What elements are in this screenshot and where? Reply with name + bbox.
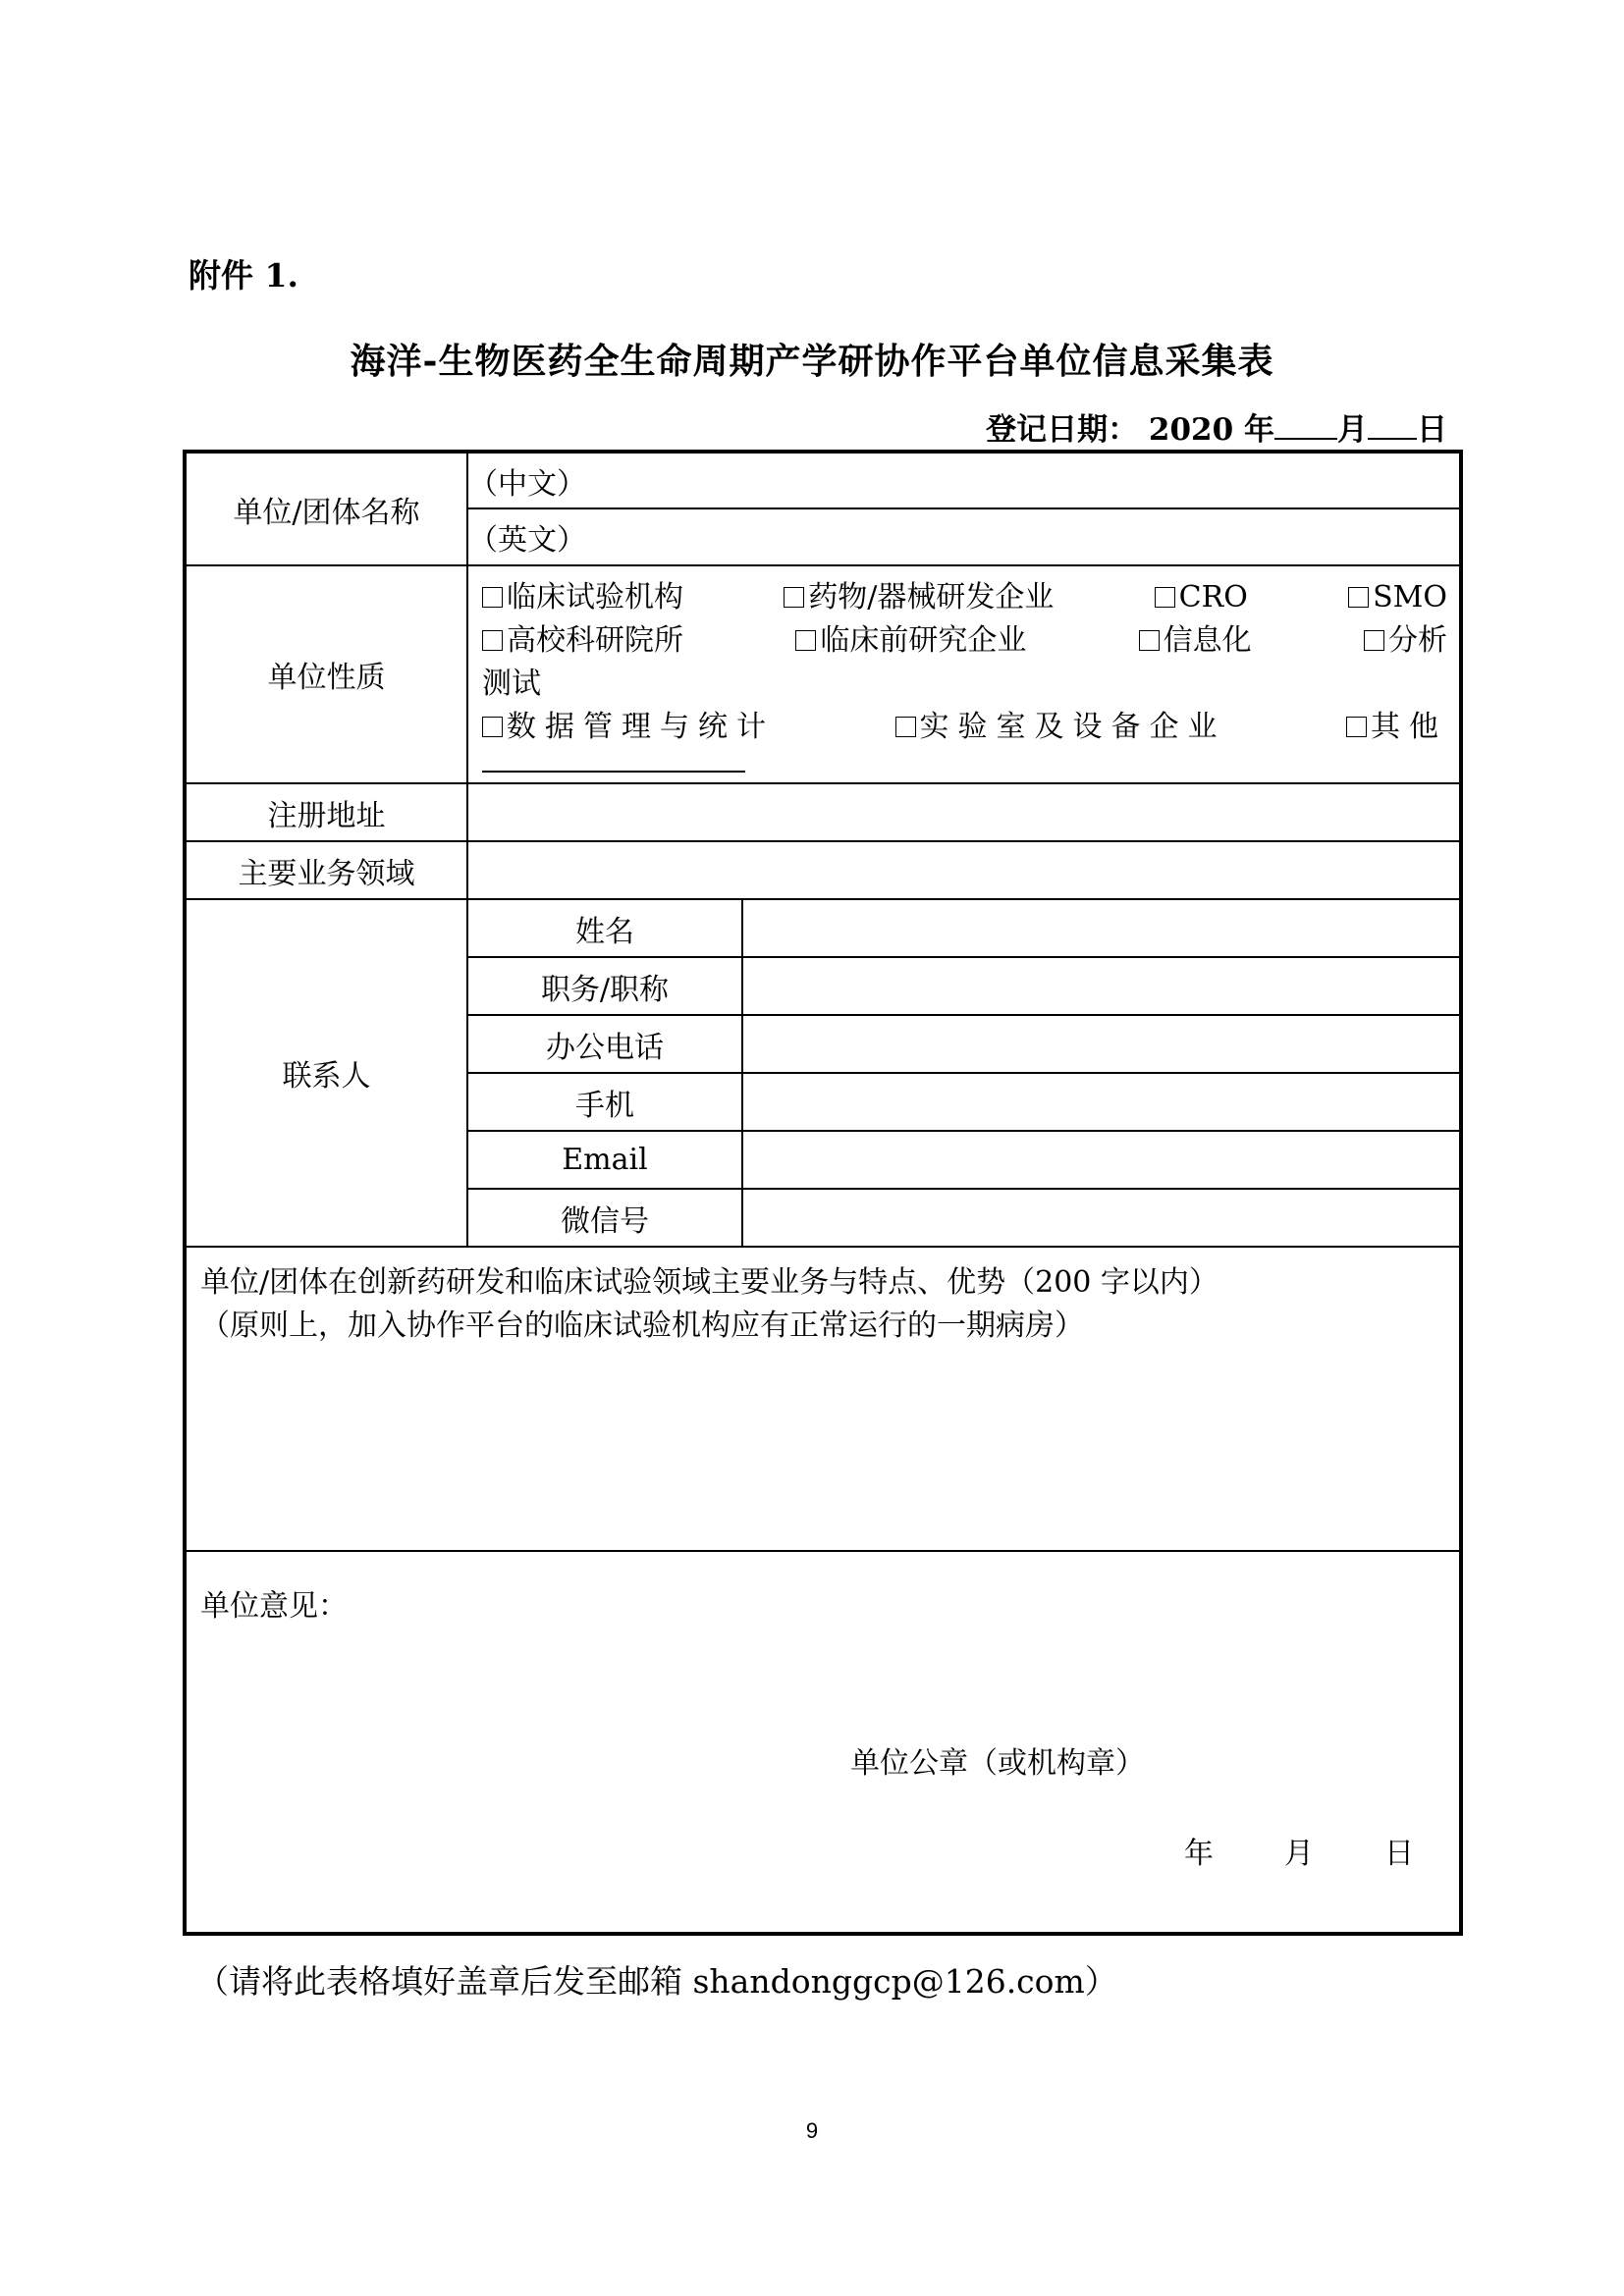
option-analysis-test-cont: 测试 — [482, 667, 541, 701]
option-data-mgmt[interactable]: 数据管理与统计 — [482, 706, 775, 749]
contact-mobile-label: 手机 — [467, 1073, 742, 1131]
org-name-en-hint: （英文） — [468, 523, 586, 558]
registration-month-label: 月 — [1337, 412, 1368, 448]
registration-year: 2020 年 — [1148, 412, 1274, 448]
checkbox-icon — [895, 717, 916, 737]
contact-wechat-label: 微信号 — [467, 1189, 742, 1247]
contact-label: 联系人 — [185, 899, 467, 1247]
option-informatization[interactable]: 信息化 — [1139, 619, 1252, 663]
opinion-day-label: 日 — [1384, 1837, 1414, 1871]
option-drug-device-rd[interactable]: 药物/器械研发企业 — [784, 576, 1054, 619]
option-preclinical[interactable]: 临床前研究企业 — [795, 619, 1026, 663]
registration-day-label: 日 — [1417, 412, 1447, 448]
option-lab-equipment[interactable]: 实验室及设备企业 — [895, 706, 1226, 749]
contact-email-label: Email — [467, 1131, 742, 1189]
month-blank[interactable] — [1274, 408, 1337, 440]
info-form-table — [183, 450, 1463, 1936]
option-cro[interactable]: CRO — [1155, 576, 1248, 619]
contact-position-label: 职务/职称 — [467, 957, 742, 1015]
org-name-cn-hint: （中文） — [468, 466, 586, 502]
description-prompt: 单位/团体在创新药研发和临床试验领域主要业务与特点、优势（200 字以内） — [200, 1265, 1218, 1300]
business-field[interactable] — [467, 841, 1461, 899]
checkbox-icon — [1155, 587, 1175, 608]
contact-name-label: 姓名 — [467, 899, 742, 957]
attachment-label: 附件 1. — [189, 256, 298, 294]
checkbox-icon — [482, 587, 503, 608]
day-blank[interactable] — [1368, 408, 1417, 440]
org-name-label: 单位/团体名称 — [185, 452, 467, 565]
opinion-area[interactable] — [185, 1551, 1461, 1934]
description-area[interactable] — [185, 1247, 1461, 1551]
opinion-label: 单位意见： — [200, 1589, 348, 1624]
business-label: 主要业务领域 — [185, 841, 467, 899]
seal-label: 单位公章（或机构章） — [850, 1746, 1145, 1781]
checkbox-icon — [1348, 587, 1369, 608]
checkbox-icon — [482, 630, 503, 651]
registration-date-label: 登记日期： — [986, 412, 1139, 448]
org-name-cn-field[interactable] — [467, 452, 1461, 508]
option-analysis-test[interactable]: 分析 — [1364, 619, 1447, 663]
other-fill-line[interactable] — [482, 749, 745, 773]
page-number: 9 — [805, 2118, 819, 2143]
checkbox-icon — [784, 587, 804, 608]
option-university[interactable]: 高校科研院所 — [482, 619, 683, 663]
opinion-month-label: 月 — [1284, 1837, 1314, 1871]
checkbox-icon — [1139, 630, 1160, 651]
option-smo[interactable]: SMO — [1348, 576, 1447, 619]
registration-date — [986, 404, 1447, 449]
option-clinical-institution[interactable]: 临床试验机构 — [482, 576, 683, 619]
address-field[interactable] — [467, 783, 1461, 841]
org-name-en-field[interactable] — [467, 508, 1461, 565]
contact-position-field[interactable] — [742, 957, 1461, 1015]
org-nature-options — [467, 565, 1461, 783]
contact-email-field[interactable] — [742, 1131, 1461, 1189]
checkbox-icon — [1364, 630, 1384, 651]
opinion-date — [1184, 1829, 1414, 1872]
checkbox-icon — [795, 630, 816, 651]
description-note: （原则上，加入协作平台的临床试验机构应有正常运行的一期病房） — [200, 1308, 1084, 1343]
org-nature-label: 单位性质 — [185, 565, 467, 783]
opinion-year-label: 年 — [1184, 1837, 1214, 1871]
contact-wechat-field[interactable] — [742, 1189, 1461, 1247]
option-other[interactable]: 其他 — [1346, 706, 1447, 749]
form-title: 海洋-生物医药全生命周期产学研协作平台单位信息采集表 — [350, 341, 1274, 382]
address-label: 注册地址 — [185, 783, 467, 841]
contact-mobile-field[interactable] — [742, 1073, 1461, 1131]
contact-office-phone-label: 办公电话 — [467, 1015, 742, 1073]
checkbox-icon — [1346, 717, 1367, 737]
contact-name-field[interactable] — [742, 899, 1461, 957]
checkbox-icon — [482, 717, 503, 737]
submission-note: （请将此表格填好盖章后发至邮箱 shandonggcp@126.com） — [196, 1962, 1117, 2001]
contact-office-phone-field[interactable] — [742, 1015, 1461, 1073]
